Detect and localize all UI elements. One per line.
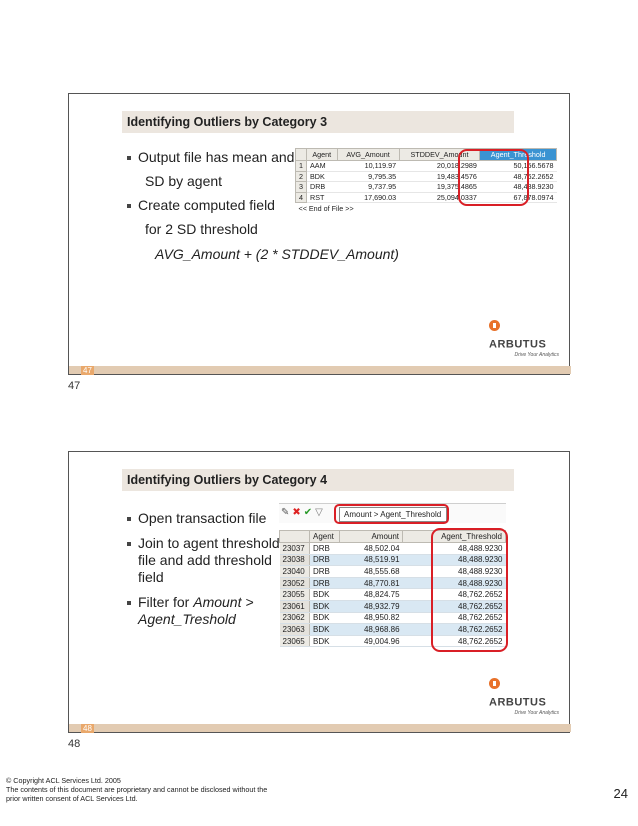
bullet-text: Output file has mean and [138,149,295,165]
table-cell: 23040 [280,566,310,578]
table-cell: 48,762.2652 [403,635,506,647]
footer-line: © Copyright ACL Services Ltd. 2005 [6,776,121,785]
table-cell: 23037 [280,543,310,555]
pencil-icon[interactable]: ✎ [281,507,290,518]
logo-tagline: Drive Your Analytics [514,352,559,358]
filter-input[interactable]: Amount > Agent_Threshold [339,507,447,522]
end-of-file-label: << End of File >> [298,203,354,213]
table-cell: 48,555.68 [340,566,403,578]
slide-title: Identifying Outliers by Category 4 [122,469,514,491]
highlight-circle [431,528,508,652]
table-cell: 19,375.4865 [399,182,480,193]
table-cell: DRB [307,182,338,193]
bullet-text: field [138,569,164,586]
page-number: 24 [613,786,628,801]
slide-47 [68,93,570,375]
filter-icon[interactable]: ▽ [315,507,323,518]
slide-number-bar [69,724,571,732]
table-cell: 48,762.2652 [403,612,506,624]
table-cell: 48,762.2652 [480,171,557,182]
table-cell: 23065 [280,635,310,647]
slide-page-label: 48 [68,738,81,750]
bullet-text-italic: Amount > [193,594,254,611]
table-header [280,531,310,543]
table-cell: 3 [296,182,307,193]
slide-page-label: 47 [68,380,81,392]
table-cell: 48,762.2652 [403,589,506,601]
table-cell: 2 [296,171,307,182]
slide-title: Identifying Outliers by Category 3 [122,111,514,133]
highlight-circle [458,149,529,206]
bullet-continuation: for 2 SD threshold [145,221,258,238]
table-cell: 48,950.82 [340,612,403,624]
table-cell: 25,094.0337 [399,192,480,203]
bullet-text: Join to agent threshold [138,535,280,552]
table-cell: 20,018.2989 [399,161,480,172]
table-cell: 4 [296,192,307,203]
slide-48 [68,451,570,733]
table-cell: 48,488.9230 [403,566,506,578]
table-cell: 48,488.9230 [480,182,557,193]
table-cell: 48,488.9230 [403,577,506,589]
table-cell: 23061 [280,600,310,612]
table-header: Amount [340,531,403,543]
table-cell: 10,119.97 [337,161,399,172]
slide-number: 47 [83,366,92,375]
slide-number-bar [69,366,571,374]
table-cell: 1 [296,161,307,172]
logo-tagline: Drive Your Analytics [514,710,559,716]
table-cell: DRB [310,577,340,589]
table-cell: 48,762.2652 [403,624,506,636]
footer-line: prior written consent of ACL Services Ltd. [6,794,138,803]
table-cell: 23055 [280,589,310,601]
table-cell: AAM [307,161,338,172]
bullet-text: Create computed field [138,197,275,214]
formula-text: AVG_Amount + (2 * STDDEV_Amount) [155,246,399,263]
table-cell: 48,932.79 [340,600,403,612]
table-cell: 9,795.35 [337,171,399,182]
table-cell: BDK [310,635,340,647]
bullet-continuation: SD by agent [145,173,223,190]
bullet-text-italic: Agent_Treshold [138,611,236,628]
table-cell: DRB [310,543,340,555]
table-cell: BDK [307,171,338,182]
slide-number: 48 [83,724,92,733]
table-header-highlighted: Agent_Threshold [480,149,557,161]
table-header: Agent_Threshold [403,531,506,543]
bullet-text: file and add threshold [138,552,272,569]
table-header: Agent [307,149,338,161]
arbutus-logo [489,315,559,358]
remove-filter-icon[interactable]: ✖ [292,507,301,518]
table-cell: 48,770.81 [340,577,403,589]
table-cell: BDK [310,624,340,636]
table-cell: 67,878.0974 [480,192,557,203]
table-header: STDDEV_Amount [399,149,480,161]
footer-line: The contents of this document are proprietary and cannot be disclosed without the [6,785,268,794]
arbutus-mark-icon [489,678,500,689]
table-cell: DRB [310,566,340,578]
bullet-item [127,594,280,628]
table-cell: 23038 [280,554,310,566]
copyright-footer [6,776,267,803]
table-header: Agent [310,531,340,543]
table-cell: 48,502.04 [340,543,403,555]
table-cell: 23062 [280,612,310,624]
table-cell: 48,488.9230 [403,543,506,555]
bullet-item [127,510,280,527]
table-cell: 48,968.86 [340,624,403,636]
table-cell: 23052 [280,577,310,589]
bullet-text: Open transaction file [138,510,267,526]
table-cell: 9,737.95 [337,182,399,193]
logo-name: ARBUTUS [489,696,547,709]
table-cell: 48,488.9230 [403,554,506,566]
bullet-item [127,535,280,586]
logo-name: ARBUTUS [489,338,547,351]
table-cell: BDK [310,600,340,612]
table-cell: 23063 [280,624,310,636]
table-header: AVG_Amount [337,149,399,161]
bullet-text: Filter for [138,594,194,611]
highlight-circle [334,504,449,524]
table-header [296,149,307,161]
apply-filter-icon[interactable]: ✔ [303,507,313,518]
bullet-list [127,510,280,628]
table-cell: 48,762.2652 [403,600,506,612]
table-cell: 19,483.4576 [399,171,480,182]
table-cell: 48,519.91 [340,554,403,566]
table-cell: 50,156.5678 [480,161,557,172]
table-cell: DRB [310,554,340,566]
table-cell: BDK [310,589,340,601]
table-cell: 49,004.96 [340,635,403,647]
table-cell: 17,690.03 [337,192,399,203]
table-cell: RST [307,192,338,203]
arbutus-logo [489,673,559,716]
table-cell: 48,824.75 [340,589,403,601]
table-cell: BDK [310,612,340,624]
arbutus-mark-icon [489,320,500,331]
